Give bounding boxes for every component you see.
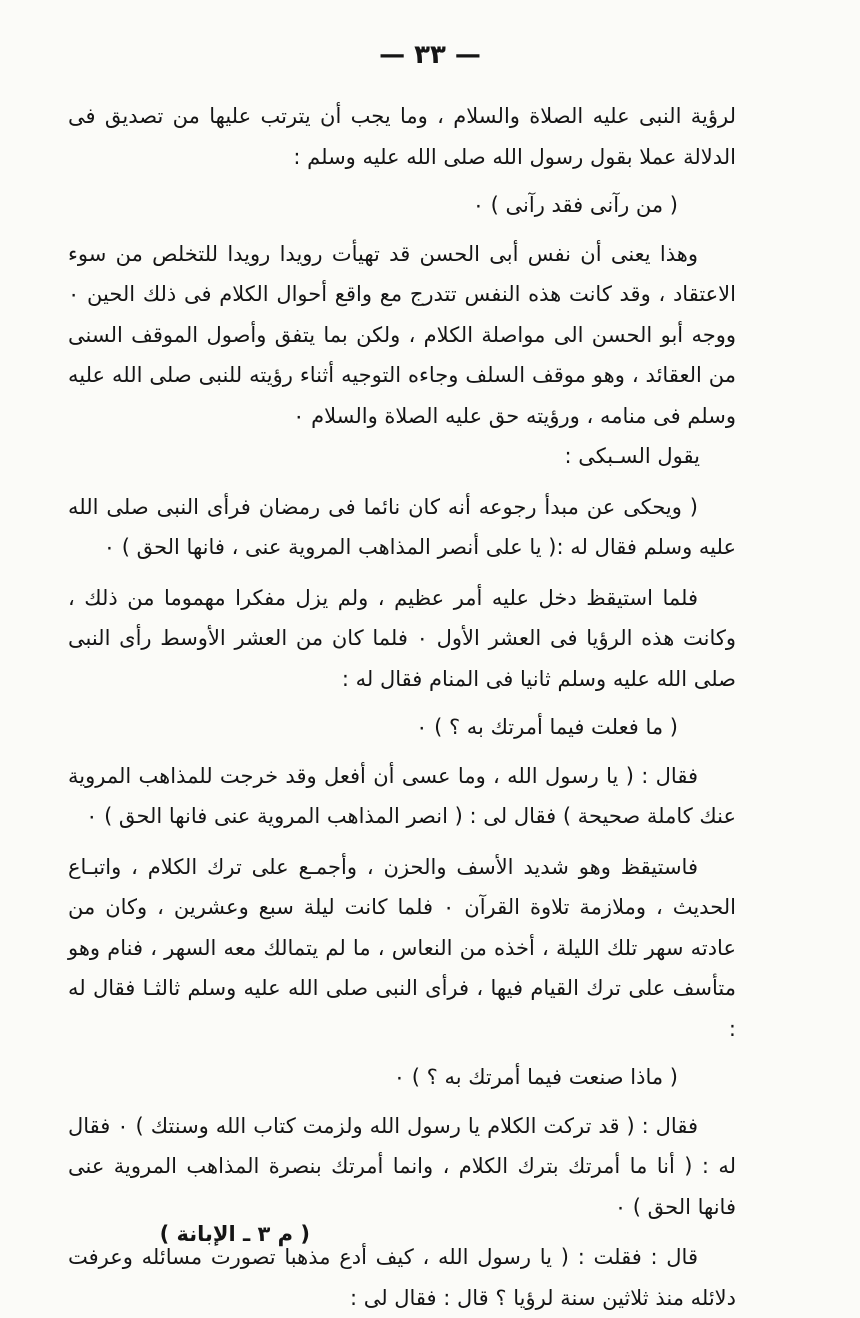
paragraph: قال : فقلت : ( يا رسول الله ، كيف أدع مذهبا تصورت مسائله وعرفت دلائله منذ ثلاثين سنة لرؤيا ؟ قال : فقال لى : bbox=[68, 1245, 736, 1310]
paragraph: فقال : ( يا رسول الله ، وما عسى أن أفعل وقد خرجت للمذاهب المروية عنك كاملة صحيحة ) فقال لى : ( انصر المذاهب المروية عنى فانها الحق ) ٠ bbox=[68, 763, 736, 828]
signature-footer: ( م ٣ ـ الإبانة ) bbox=[159, 1222, 310, 1246]
paragraph: لرؤية النبى عليه الصلاة والسلام ، وما يجب أن يترتب عليها من تصديق فى الدلالة عملا بقول رسول الله صلى الله عليه وسلم : bbox=[68, 104, 736, 169]
dialogue-quote: ( ماذا صنعت فيما أمرتك به ؟ ) ٠ bbox=[393, 1065, 678, 1089]
paragraph: فاستيقظ وهو شديد الأسف والحزن ، وأجمـع على ترك الكلام ، واتبـاع الحديث ، وملازمة تلاوة القرآن ٠ فلما كانت ليلة سبع وعشرين ، وكان من عادته سهر تلك الليلة ، أخذه من النعاس ، ما لم يتمالك معه السهر ، فنام وهو متأسف على ترك القيام فيها ، فرأى النبى صلى الله عليه وسلم ثالثـا فقال له : bbox=[68, 854, 736, 1041]
paragraph: فلما استيقظ دخل عليه أمر عظيم ، ولم يزل مفكرا مهموما من ذلك ، وكانت هذه الرؤيا فى العشر الأول ٠ فلما كان من العشر الأوسط رأى النبى صلى الله عليه وسلم ثانيا فى المنام فقال له : bbox=[68, 585, 736, 691]
paragraph: وهذا يعنى أن نفس أبى الحسن قد تهيأت رويدا رويدا للتخلص من سوء الاعتقاد ، وقد كانت هذه النفس تتدرج مع واقع أحوال الكلام فى ذلك الحين ٠ ووجه أبو الحسن الى مواصلة الكلام ، ولكن بما يتفق وأصول الموقف السنى من العقائد ، وهو موقف السلف وجاءه التوجيه أثناء رؤيته للنبى صلى الله عليه وسلم فى منامه ، ورؤيته حق عليه الصلاة والسلام ٠ bbox=[68, 241, 736, 428]
subheading: يقول السـبكى : bbox=[564, 444, 700, 468]
page-body bbox=[68, 96, 736, 1318]
quote-paragraph: ( ويحكى عن مبدأ رجوعه أنه كان نائما فى رمضان فرأى النبى صلى الله عليه وسلم فقال له :( يا على أنصر المذاهب المروية عنى ، فانها الحق ) ٠ bbox=[68, 494, 736, 559]
hadith-quote: ( من رآنى فقد رآنى ) ٠ bbox=[472, 193, 678, 217]
dialogue-quote: ( ما فعلت فيما أمرتك به ؟ ) ٠ bbox=[416, 715, 678, 739]
page-number: — ٣٣ — bbox=[379, 40, 481, 70]
paragraph: فقال : ( قد تركت الكلام يا رسول الله ولزمت كتاب الله وسنتك ) ٠ فقال له : ( أنا ما أمرتك بترك الكلام ، وانما أمرتك بنصرة المذاهب المروية عنى فانها الحق ) ٠ bbox=[68, 1113, 736, 1219]
